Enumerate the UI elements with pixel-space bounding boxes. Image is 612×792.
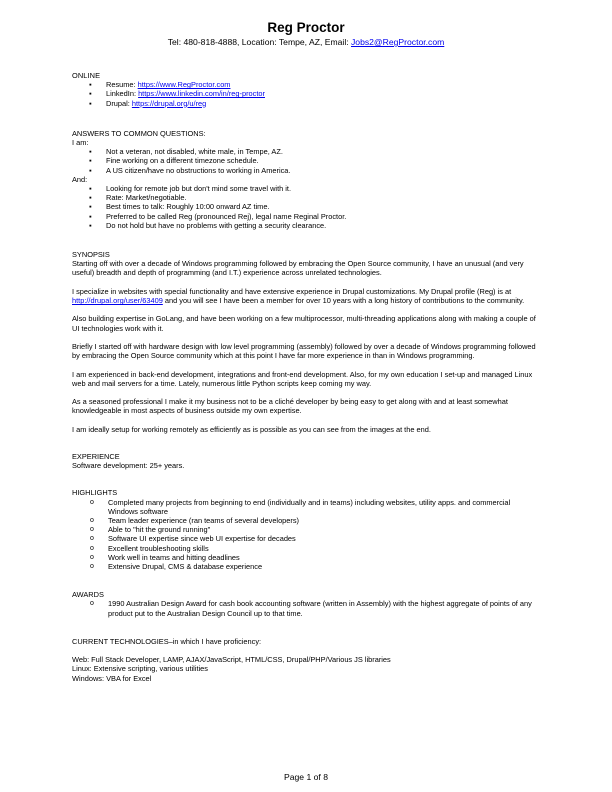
list-item-text: Not a veteran, not disabled, white male, in Tempe, AZ.: [106, 147, 283, 157]
list-item: [72, 498, 542, 516]
list-item-text: Excellent troubleshooting skills: [108, 543, 209, 553]
list-item-text: Team leader experience (ran teams of several developers): [108, 516, 300, 526]
list-item-text: Preferred to be called Reg (pronounced Rej), legal name Reginal Proctor.: [106, 211, 347, 221]
list-item: [72, 525, 542, 534]
list-item-text: Rate: Market/negotiable.: [106, 193, 187, 203]
technology-line: Web: Full Stack Developer, LAMP, AJAX/JavaScript, HTML/CSS, Drupal/PHP/Various JS libraries: [72, 655, 391, 665]
technology-line: Linux: Extensive scripting, various utilities: [72, 664, 208, 674]
bullet-icon: ▪: [89, 89, 92, 99]
online-section: [72, 71, 542, 108]
bullet-icon: ▪: [89, 165, 92, 175]
list-item-text: Work well in teams and hitting deadlines: [108, 552, 240, 562]
online-item-linkedin: [72, 89, 542, 98]
bullet-icon: ▪: [89, 211, 92, 221]
list-item: [72, 599, 542, 617]
list-item: [72, 221, 542, 230]
drupal-link[interactable]: https://drupal.org/u/reg: [131, 98, 207, 108]
list-item-text: Completed many projects from beginning to end (individually and in teams) including websites, utility apps. and commercial Windows software: [108, 497, 511, 516]
online-item-drupal: [72, 99, 542, 108]
bullet-icon: ▪: [89, 184, 92, 194]
list-item: [72, 553, 542, 562]
drupal-profile-link[interactable]: http://drupal.org/user/63409: [72, 296, 163, 306]
bullet-icon: ▪: [89, 156, 92, 166]
online-label: Drupal:: [106, 98, 132, 108]
technologies-section: [72, 637, 542, 683]
list-item-text: Fine working on a different timezone schedule.: [106, 156, 259, 166]
list-item-text: 1990 Australian Design Award for cash book accounting software (written in Assembly) with the highest aggregate of points of any product put to the Australian Design Council up to that time.: [108, 599, 532, 618]
list-item-text: Able to "hit the ground running": [108, 525, 211, 535]
list-item-text: Looking for remote job but don't mind some travel with it.: [106, 184, 292, 194]
resume-body: [72, 71, 542, 683]
list-item-text: Extensive Drupal, CMS & database experience: [108, 562, 263, 572]
synopsis-paragraph: I am experienced in back-end development, integrations and front-end development. Also, for my own education I set-up and managed Linux web and mail servers for a time. Lately, numerous little Python scripts keep coming my way.: [72, 369, 533, 388]
circle-bullet-icon: o: [90, 526, 94, 534]
experience-text: Software development: 25+ years.: [72, 461, 185, 471]
bullet-icon: ▪: [89, 202, 92, 212]
list-item-text: Best times to talk: Roughly 10:00 onward AZ time.: [106, 202, 270, 212]
circle-bullet-icon: o: [90, 535, 94, 543]
bullet-icon: ▪: [89, 193, 92, 203]
synopsis-heading: SYNOPSIS: [72, 250, 110, 260]
list-item: [72, 193, 542, 202]
list-item: [72, 184, 542, 193]
technology-line: Windows: VBA for Excel: [72, 673, 152, 683]
list-item: [72, 147, 542, 156]
list-item: [72, 166, 542, 175]
list-item: [72, 544, 542, 553]
page-number: Page 1 of 8: [284, 772, 328, 782]
bullet-icon: ▪: [89, 220, 92, 230]
list-item: [72, 212, 542, 221]
online-heading: ONLINE: [72, 71, 101, 80]
and-list: [72, 184, 542, 230]
highlights-heading: HIGHLIGHTS: [72, 488, 118, 498]
experience-heading: EXPERIENCE: [72, 452, 120, 462]
online-list: [72, 80, 542, 108]
resume-link[interactable]: https://www.RegProctor.com: [137, 80, 231, 90]
answers-heading: ANSWERS TO COMMON QUESTIONS:: [72, 128, 206, 138]
linkedin-link[interactable]: https://www.linkedin.com/in/reg-proctor: [138, 89, 265, 99]
circle-bullet-icon: o: [90, 563, 94, 571]
i-am-label: I am:: [72, 138, 89, 148]
paragraph-text: I specialize in websites with special functionality and have extensive experience in Drupal customizations. My Drupal profile (Reg) is at: [72, 286, 512, 296]
bullet-icon: ▪: [89, 147, 92, 157]
list-item-text: A US citizen/have no obstructions to working in America.: [106, 165, 291, 175]
online-label: Resume:: [106, 80, 138, 90]
synopsis-paragraph: Also building expertise in GoLang, and have been working on a few multiprocessor, multi-threading applications along with making a couple of UI technologies work with it.: [72, 314, 536, 333]
awards-section: [72, 590, 542, 618]
i-am-list: [72, 147, 542, 175]
page-footer: [0, 773, 612, 782]
highlights-list: [72, 498, 542, 572]
and-label: And:: [72, 174, 88, 184]
circle-bullet-icon: o: [90, 544, 94, 552]
awards-list: [72, 599, 542, 617]
document-header: [0, 20, 612, 48]
synopsis-paragraph: Briefly I started off with hardware design with low level programming (assembly) followed by over a decade of Windows programming followed by embracing the Open Source community which at this point I have far more experience in than in Windows programming.: [72, 342, 536, 361]
bullet-icon: ▪: [89, 98, 92, 108]
circle-bullet-icon: o: [90, 498, 94, 506]
resume-name: Reg Proctor: [267, 20, 345, 35]
answers-section: [72, 129, 542, 230]
contact-text: Tel: 480-818-4888, Location: Tempe, AZ, Email:: [167, 37, 351, 47]
synopsis-paragraph: [72, 287, 542, 305]
list-item-text: Do not hold but have no problems with getting a security clearance.: [106, 220, 327, 230]
synopsis-paragraph: I am ideally setup for working remotely as efficiently as is possible as you can see from the images at the end.: [72, 424, 431, 434]
list-item: [72, 156, 542, 165]
synopsis-section: [72, 250, 542, 434]
paragraph-text: and you will see I have been a member for over 10 years with a long history of contributions to the community.: [162, 296, 525, 306]
list-item: [72, 202, 542, 211]
list-item: [72, 516, 542, 525]
online-item-resume: [72, 80, 542, 89]
circle-bullet-icon: o: [90, 517, 94, 525]
technologies-heading: CURRENT TECHNOLOGIES–in which I have proficiency:: [72, 636, 262, 646]
email-link[interactable]: Jobs2@RegProctor.com: [351, 37, 445, 47]
highlights-section: [72, 488, 542, 571]
synopsis-paragraph: As a seasoned professional I make it my business not to be a cliché developer by being easy to get along with and at least somewhat knowledgeable in most aspects of business outside my own expertise.: [72, 397, 508, 416]
list-item: [72, 534, 542, 543]
list-item-text: Software UI expertise since web UI expertise for decades: [108, 534, 296, 544]
circle-bullet-icon: o: [90, 600, 94, 608]
experience-section: [72, 452, 542, 470]
synopsis-paragraph: Starting off with over a decade of Windows programming followed by embracing the Open Source community, I have an unusual (and very useful) breadth and depth of programming (and I.T.) experience across unrelated technologies.: [72, 259, 524, 278]
online-label: LinkedIn:: [106, 89, 139, 99]
circle-bullet-icon: o: [90, 553, 94, 561]
bullet-icon: ▪: [89, 80, 92, 90]
list-item: [72, 562, 542, 571]
awards-heading: AWARDS: [72, 590, 104, 600]
contact-line: [0, 37, 612, 48]
